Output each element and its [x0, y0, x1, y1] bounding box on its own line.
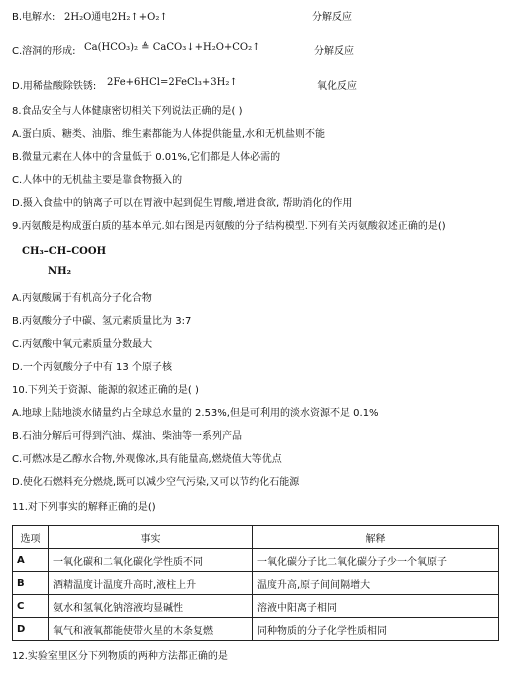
- question-8-option-c: C.人体中的无机盐主要是靠食物摄入的: [12, 175, 183, 186]
- alanine-structure-main: CH₃–CH–COOH: [22, 246, 107, 257]
- question-9-stem: 9.丙氨酸是构成蛋白质的基本单元.如右图是丙氨酸的分子结构模型.下列有关丙氨酸叙述正确的是(): [12, 221, 446, 232]
- table-row: [13, 618, 499, 641]
- reaction-type: 分解反应: [312, 12, 352, 23]
- question-12-stem: 12.实验室里区分下列物质的两种方法都正确的是: [12, 651, 228, 662]
- reaction-type: 氧化反应: [317, 81, 357, 92]
- option-b-electrolysis: [12, 8, 510, 22]
- question-9-option-b: B.丙氨酸分子中碳、氢元素质量比为 3:7: [12, 316, 192, 327]
- question-9-option-a: A.丙氨酸属于有机高分子化合物: [12, 293, 152, 304]
- question-11-stem: 11.对下列事实的解释正确的是(): [12, 502, 156, 513]
- row-explanation: 一氧化碳分子比二氧化碳分子少一个氧原子: [253, 549, 499, 572]
- question-9-option-c: C.丙氨酸中氧元素质量分数最大: [12, 339, 153, 350]
- row-fact: 氧气和液氧都能使带火星的木条复燃: [49, 618, 253, 641]
- table-row: [13, 595, 499, 618]
- question-8-option-d: D.摄入食盐中的钠离子可以在胃液中起到促生胃酸,增进食欲, 帮助消化的作用: [12, 198, 353, 209]
- option-c-cave: [12, 42, 510, 56]
- question-8-option-a: A.蛋白质、糖类、油脂、维生素都能为人体提供能量,水和无机盐则不能: [12, 129, 326, 140]
- table-row: [13, 572, 499, 595]
- chemical-equation: 2H₂O通电2H₂↑+O₂↑: [64, 12, 168, 23]
- row-fact: 一氧化碳和二氧化碳化学性质不同: [49, 549, 253, 572]
- row-option: C: [13, 595, 49, 618]
- table-header-row: [13, 526, 499, 549]
- option-label: C.溶洞的形成:: [12, 46, 76, 57]
- row-option: A: [13, 549, 49, 572]
- question-10-option-d: D.使化石燃料充分燃烧,既可以减少空气污染,又可以节约化石能源: [12, 477, 300, 488]
- row-explanation: 溶液中阳离子相同: [253, 595, 499, 618]
- row-fact: 氨水和氢氧化钠溶液均显碱性: [49, 595, 253, 618]
- row-explanation: 温度升高,原子间间隔增大: [253, 572, 499, 595]
- question-10-option-a: A.地球上陆地淡水储量约占全球总水量的 2.53%,但是可利用的淡水资源不足 0.1%: [12, 408, 379, 419]
- alanine-structure-sub: NH₂: [48, 266, 71, 277]
- row-option: B: [13, 572, 49, 595]
- row-explanation: 同种物质的分子化学性质相同: [253, 618, 499, 641]
- chemical-equation: 2Fe+6HCl=2FeCl₃+3H₂↑: [107, 77, 238, 88]
- table-row: [13, 549, 499, 572]
- question-8-stem: 8.食品安全与人体健康密切相关下列说法正确的是( ): [12, 106, 243, 117]
- option-d-rust: [12, 77, 510, 91]
- chemical-equation: Ca(HCO₃)₂ ≜ CaCO₃↓+H₂O+CO₂↑: [84, 42, 261, 53]
- question-10-option-b: B.石油分解后可得到汽油、煤油、柴油等一系列产品: [12, 431, 243, 442]
- reaction-type: 分解反应: [314, 46, 354, 57]
- header-option: 选项: [13, 526, 49, 549]
- question-8-option-b: B.微量元素在人体中的含量低于 0.01%,它们都是人体必需的: [12, 152, 281, 163]
- row-fact: 酒精温度计温度升高时,液柱上升: [49, 572, 253, 595]
- question-11-table: [12, 525, 499, 641]
- header-explanation: 解释: [253, 526, 499, 549]
- question-9-option-d: D.一个丙氨酸分子中有 13 个原子核: [12, 362, 172, 373]
- row-option: D: [13, 618, 49, 641]
- header-fact: 事实: [49, 526, 253, 549]
- option-label: B.电解水:: [12, 12, 56, 23]
- option-label: D.用稀盐酸除铁锈:: [12, 81, 97, 92]
- question-10-option-c: C.可燃冰是乙醇水合物,外观像冰,具有能量高,燃烧值大等优点: [12, 454, 282, 465]
- question-10-stem: 10.下列关于资源、能源的叙述正确的是( ): [12, 385, 199, 396]
